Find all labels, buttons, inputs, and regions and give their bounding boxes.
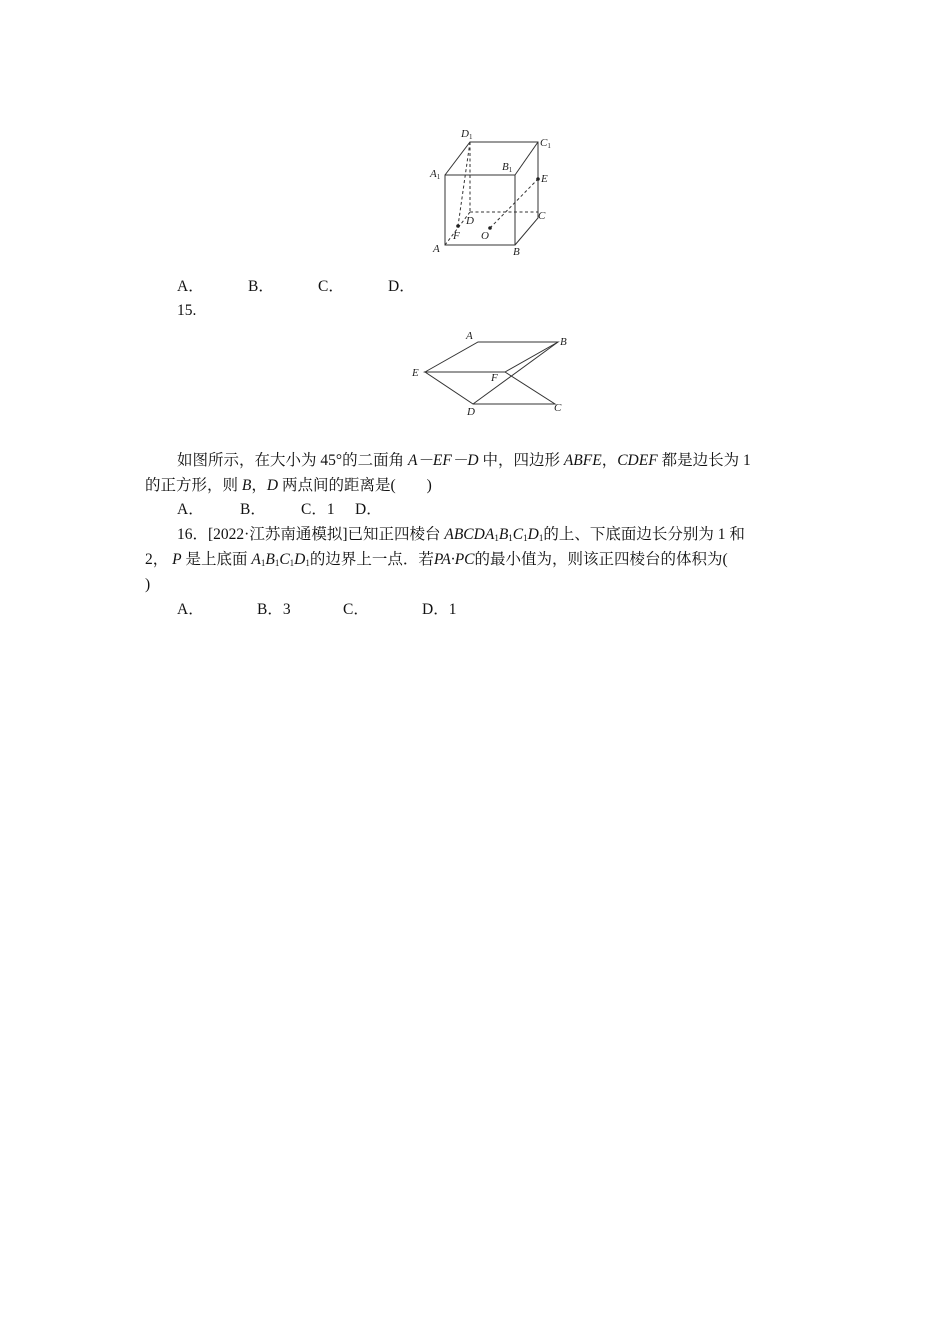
q16-option-d: D．1 [422,601,457,618]
label-f: F [453,230,460,242]
label-c: C [554,402,562,414]
label-a: A [433,243,440,255]
label-b: B [513,246,520,258]
q16-option-b: B．3 [257,601,291,618]
q15-option-b: B． [240,501,266,518]
q15-option-d: D． [355,501,382,518]
q15-number: 15. [177,302,197,319]
q15-option-c: C．1 [301,501,335,518]
label-c: C [538,210,546,222]
q16-option-c: C． [343,601,369,618]
label-a1: A1 [430,168,441,181]
label-b1: B1 [502,161,513,174]
cube-figure [420,120,570,265]
label-c1: C1 [540,137,551,150]
q16-text-line3: ) [145,576,151,593]
label-e: E [541,173,548,185]
q15-option-a: A． [177,501,204,518]
q14-option-c: C． [318,278,344,295]
label-b: B [560,336,567,348]
label-o: O [481,230,489,242]
q14-option-a: A． [177,278,204,295]
label-a: A [466,330,473,342]
dihedral-figure [405,327,580,422]
point-e [536,177,540,181]
label-d: D [467,406,475,418]
q14-option-d: D． [388,278,415,295]
q16-text-line1: 16．[2022·江苏南通模拟]已知正四棱台 $ABCDA_1B_1C_1D_1$的上、下底面边长分别为 1 和 [177,526,745,543]
q16-text-line2: 2， P 是上底面 $A_1B_1C_1D_1$的边界上一点．若PA·PC的最小值为，则该正四棱台的体积为( [145,551,728,568]
q15-text-line2: 的正方形，则 B，D 两点间的距离是( ) [145,477,432,494]
point-f [456,224,460,228]
label-f: F [491,372,498,384]
label-d1: D1 [461,128,473,141]
q15-text-line1: 如图所示，在大小为 45°的二面角 A－EF－D 中，四边形 ABFE，CDEF 都是边长为 1 [177,452,751,469]
label-d: D [466,215,474,227]
q14-option-b: B． [248,278,274,295]
label-e: E [412,367,419,379]
q16-option-a: A． [177,601,204,618]
